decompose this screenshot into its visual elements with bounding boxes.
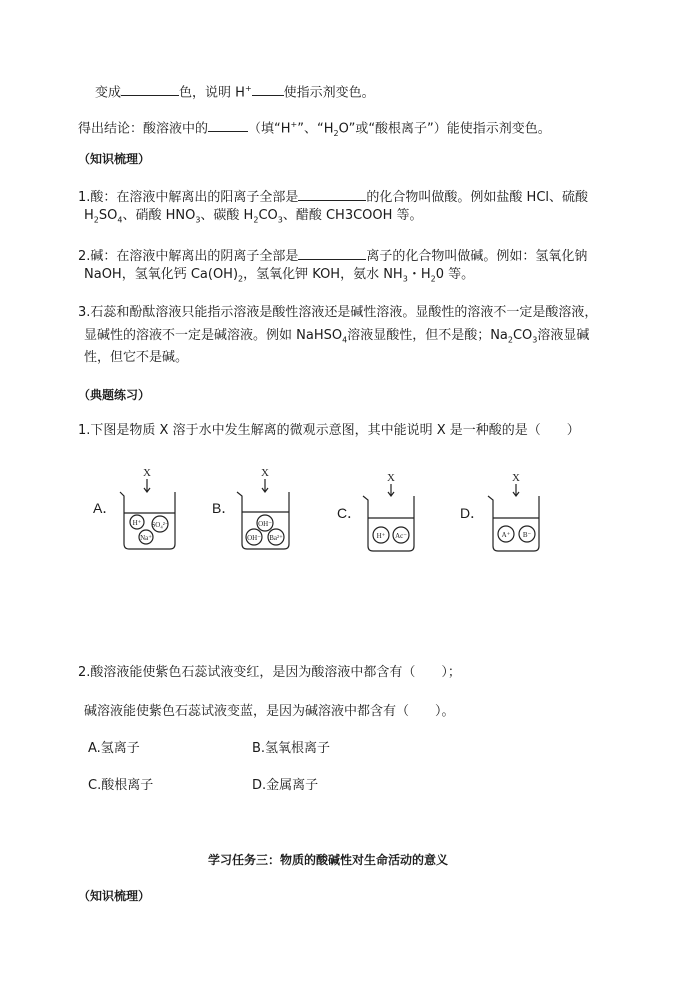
option-label-c: C． <box>337 505 362 521</box>
option-d: D.金属离子 <box>252 778 319 793</box>
option-label-b: B． <box>212 500 236 516</box>
x-label: X <box>261 467 269 479</box>
question-2-line-2: 碱溶液能使紫色石蕊试液变蓝，是因为碱溶液中都含有（ ）。 <box>84 704 455 719</box>
item-3-line-3: 性，但它不是碱。 <box>84 350 189 365</box>
question-2-line-1: 2.酸溶液能使紫色石蕊试液变红，是因为酸溶液中都含有（ ）； <box>78 665 461 680</box>
section-heading: （知识梳理） <box>78 152 151 166</box>
ion-label: Ac⁻ <box>395 532 407 540</box>
section-heading: （知识梳理） <box>78 889 151 903</box>
conclusion-line: 得出结论：酸溶液中的 （填“H+”、“$H_2O$”或“酸根离子”）能使指示剂变色。 <box>78 116 551 143</box>
item-2-line-1: 2.碱：在溶液中解离出的阴离子全部是 离子的化合物叫做碱。例如：氢氧化钠 <box>78 245 587 266</box>
item-3-line-1: 3.石蕊和酚酞溶液只能指示溶液是酸性溶液还是碱性溶液。显酸性的溶液不一定是酸溶液， <box>78 305 598 320</box>
option-b: B.氢氧根离子 <box>252 741 331 756</box>
option-label-a: A． <box>93 500 117 516</box>
item-1-line-1: 1.酸：在溶液中解离出的阳离子全部是 的化合物叫做酸。例如盐酸 HCl、硫酸 <box>78 186 588 207</box>
intro-line-1: 变成 色，说明 H+ 使指示剂变色。 <box>95 80 375 102</box>
x-label: X <box>512 472 520 484</box>
option-label-d: D． <box>460 505 485 521</box>
item-1-line-2: $H_2SO_4$、硝酸 $HNO_3$、碳酸 $H_2CO_3$、醋酸 CH3COOH 等。 <box>84 208 423 225</box>
x-label: X <box>387 472 395 484</box>
section-heading: （典题练习） <box>78 388 151 402</box>
item-3-line-2: 显碱性的溶液不一定是碱溶液。例如 NaHSO$_4$溶液显酸性，但不是酸；$Na_2CO_3$溶液显碱 <box>84 328 590 345</box>
x-label: X <box>143 467 151 479</box>
ion-label: SO₄²⁻ <box>151 521 169 529</box>
option-a: A.氢离子 <box>88 741 140 756</box>
ion-label: A⁺ <box>501 531 511 539</box>
section-title: 学习任务三：物质的酸碱性对生命活动的意义 <box>208 853 449 867</box>
ion-label: B⁻ <box>522 531 532 539</box>
question-1: 1.下图是物质 X 溶于水中发生解离的微观示意图，其中能说明 X 是一种酸的是（ ） <box>78 423 580 438</box>
beaker-d <box>488 484 539 551</box>
ion-label: OH⁻ <box>247 534 261 542</box>
ion-label: H⁺ <box>376 532 386 540</box>
item-2-line-2: NaOH，氢氧化钙 $Ca(OH)_2$，氢氧化钾 KOH，氨水 $NH_3$・$H_20$ 等。 <box>84 267 475 284</box>
ion-label: Ba²⁺ <box>269 534 283 542</box>
option-c: C.酸根离子 <box>88 778 154 793</box>
ion-label: OH⁻ <box>258 520 272 528</box>
ion-label: Na⁺ <box>140 534 152 542</box>
ion-label: H⁺ <box>132 519 142 527</box>
beaker-c <box>363 484 414 551</box>
